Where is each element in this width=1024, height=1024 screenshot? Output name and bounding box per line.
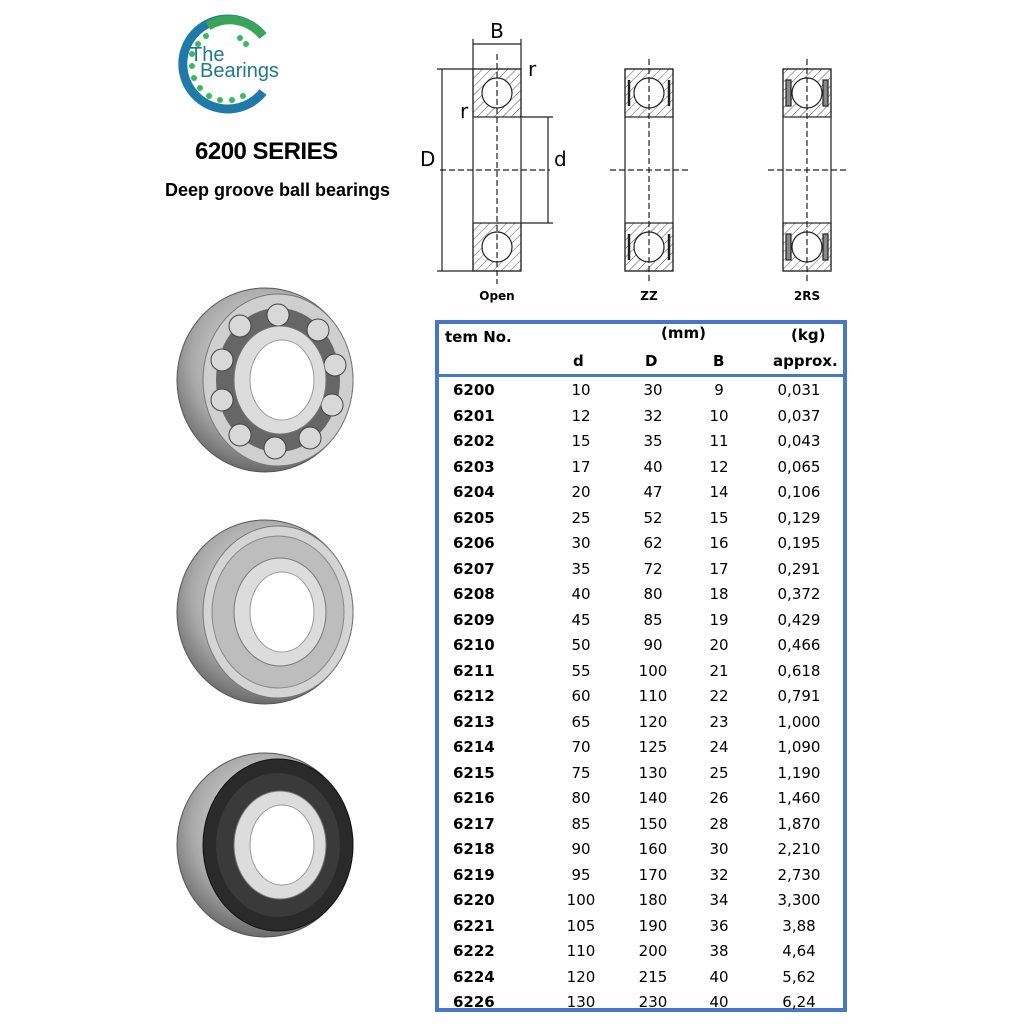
table-row [439, 687, 843, 713]
cell-D: 47 [643, 483, 663, 501]
table-row [439, 917, 843, 943]
table-row [439, 585, 843, 611]
cell-B: 28 [709, 814, 729, 833]
table-row [439, 968, 843, 994]
cell-item-no: 6213 [453, 712, 495, 731]
table-row [439, 942, 843, 968]
cell-d: 110 [566, 942, 596, 960]
table-row [439, 509, 843, 535]
cell-d: 60 [571, 687, 591, 705]
cell-d: 75 [571, 763, 591, 782]
header-B: B [713, 352, 725, 370]
table-row [439, 432, 843, 458]
cell-weight: 6,24 [782, 993, 816, 1011]
cell-d: 25 [571, 508, 591, 527]
table-row [439, 611, 843, 637]
bearing-spec-table [435, 320, 847, 1012]
cell-D: 30 [643, 381, 663, 399]
cell-item-no: 6206 [453, 534, 495, 552]
cell-item-no: 6218 [453, 840, 495, 858]
cell-B: 15 [709, 508, 729, 527]
cell-item-no: 6224 [453, 967, 495, 986]
cell-D: 130 [638, 763, 668, 782]
brand-name-line2: Bearings [200, 60, 279, 82]
dim-label-B: B [490, 19, 504, 43]
cell-B: 16 [709, 534, 729, 552]
cell-D: 72 [643, 559, 663, 578]
cell-B: 38 [709, 942, 729, 960]
cell-D: 52 [643, 508, 663, 527]
diagram-label-open: Open [479, 289, 515, 303]
cell-D: 100 [638, 661, 668, 680]
cell-d: 65 [571, 712, 591, 731]
cell-d: 55 [571, 661, 591, 680]
cell-D: 180 [638, 891, 668, 909]
cell-d: 130 [566, 993, 596, 1011]
cell-weight: 0,466 [777, 636, 821, 654]
header-mm-unit: (mm) [661, 324, 706, 342]
table-row [439, 738, 843, 764]
cell-D: 215 [638, 967, 668, 986]
table-row [439, 840, 843, 866]
cell-B: 11 [709, 432, 729, 450]
bearing-photo-open [170, 280, 360, 480]
cell-weight: 0,372 [777, 585, 821, 603]
cell-item-no: 6216 [453, 789, 495, 807]
table-row [439, 407, 843, 433]
cell-item-no: 6211 [453, 661, 495, 680]
cell-B: 23 [709, 712, 729, 731]
cell-item-no: 6209 [453, 610, 495, 629]
cell-B: 25 [709, 763, 729, 782]
cell-d: 45 [571, 610, 591, 629]
cell-D: 190 [638, 916, 668, 935]
header-kg-unit: (kg) [791, 326, 826, 344]
cell-weight: 0,106 [777, 483, 821, 501]
cell-d: 120 [566, 967, 596, 986]
table-row [439, 713, 843, 739]
cell-D: 90 [643, 636, 663, 654]
cell-d: 40 [571, 585, 591, 603]
cell-item-no: 6222 [453, 942, 495, 960]
cell-weight: 0,291 [777, 559, 821, 578]
cell-weight: 3,300 [777, 891, 821, 909]
cell-D: 140 [638, 789, 668, 807]
cell-weight: 0,043 [777, 432, 821, 450]
bearing-photo-2rs [170, 745, 360, 945]
cell-item-no: 6221 [453, 916, 495, 935]
table-row [439, 560, 843, 586]
bearing-cross-section-diagrams [410, 14, 860, 304]
cell-B: 9 [714, 381, 724, 399]
cell-D: 125 [638, 738, 668, 756]
cell-weight: 0,618 [777, 661, 821, 680]
table-row [439, 891, 843, 917]
cell-weight: 0,037 [777, 406, 821, 425]
header-D: D [645, 352, 658, 370]
cell-B: 34 [709, 891, 729, 909]
cell-item-no: 6210 [453, 636, 495, 654]
dim-label-D: D [420, 147, 436, 171]
cell-item-no: 6203 [453, 457, 495, 476]
cell-weight: 0,031 [777, 381, 821, 399]
cell-weight: 0,791 [777, 687, 821, 705]
cell-D: 40 [643, 457, 663, 476]
dim-label-d: d [554, 147, 567, 171]
cell-item-no: 6201 [453, 406, 495, 425]
cell-item-no: 6215 [453, 763, 495, 782]
cell-d: 15 [571, 432, 591, 450]
brand-name-line1: The [190, 44, 225, 66]
cell-B: 40 [709, 993, 729, 1011]
cell-D: 85 [643, 610, 663, 629]
table-row [439, 764, 843, 790]
cell-d: 30 [571, 534, 591, 552]
cell-d: 35 [571, 559, 591, 578]
table-header-divider [439, 374, 843, 377]
cell-B: 19 [709, 610, 729, 629]
cell-B: 18 [709, 585, 729, 603]
table-row [439, 381, 843, 407]
cell-item-no: 6214 [453, 738, 495, 756]
cell-item-no: 6220 [453, 891, 495, 909]
cell-d: 10 [571, 381, 591, 399]
cell-B: 22 [709, 687, 729, 705]
cell-D: 35 [643, 432, 663, 450]
cell-weight: 0,429 [777, 610, 821, 629]
cell-weight: 2,210 [777, 840, 821, 858]
table-row [439, 483, 843, 509]
cell-B: 20 [709, 636, 729, 654]
table-row [439, 993, 843, 1019]
cell-weight: 0,195 [777, 534, 821, 552]
cell-item-no: 6207 [453, 559, 495, 578]
cell-weight: 5,62 [782, 967, 816, 986]
cell-item-no: 6226 [453, 993, 495, 1011]
cell-D: 200 [638, 942, 668, 960]
table-row [439, 534, 843, 560]
cell-item-no: 6212 [453, 687, 495, 705]
cell-weight: 0,129 [777, 508, 821, 527]
cell-weight: 2,730 [777, 865, 821, 884]
cell-D: 120 [638, 712, 668, 731]
cell-weight: 1,000 [777, 712, 821, 731]
cell-D: 80 [643, 585, 663, 603]
cell-D: 62 [643, 534, 663, 552]
cell-item-no: 6208 [453, 585, 495, 603]
cell-item-no: 6200 [453, 381, 495, 399]
cell-B: 30 [709, 840, 729, 858]
page-subtitle: Deep groove ball bearings [165, 180, 391, 200]
cell-d: 105 [566, 916, 596, 935]
cell-B: 14 [709, 483, 729, 501]
page-title: 6200 SERIES [195, 138, 338, 165]
diagram-zz [610, 59, 688, 282]
cell-d: 100 [566, 891, 596, 909]
cell-B: 24 [709, 738, 729, 756]
cell-d: 95 [571, 865, 591, 884]
cell-D: 150 [638, 814, 668, 833]
dim-label-r-top: r [528, 57, 537, 81]
diagram-2rs [768, 59, 846, 282]
cell-weight: 1,190 [777, 763, 821, 782]
header-weight: approx. [773, 352, 838, 370]
cell-B: 36 [709, 916, 729, 935]
table-row [439, 815, 843, 841]
cell-weight: 1,090 [777, 738, 821, 756]
cell-item-no: 6202 [453, 432, 495, 450]
header-d: d [573, 352, 584, 370]
bearing-photo-zz [170, 512, 360, 712]
cell-B: 21 [709, 661, 729, 680]
cell-B: 40 [709, 967, 729, 986]
cell-d: 12 [571, 406, 591, 425]
cell-B: 32 [709, 865, 729, 884]
table-row [439, 789, 843, 815]
cell-weight: 3,88 [782, 916, 816, 935]
cell-weight: 1,460 [777, 789, 821, 807]
cell-d: 70 [571, 738, 591, 756]
cell-d: 80 [571, 789, 591, 807]
diagram-label-2rs: 2RS [793, 289, 821, 303]
table-row [439, 458, 843, 484]
table-row [439, 636, 843, 662]
cell-B: 26 [709, 789, 729, 807]
diagram-label-zz: ZZ [640, 289, 658, 303]
cell-D: 160 [638, 840, 668, 858]
cell-weight: 1,870 [777, 814, 821, 833]
cell-weight: 0,065 [777, 457, 821, 476]
dim-label-r-left: r [460, 99, 469, 123]
cell-item-no: 6205 [453, 508, 495, 527]
cell-d: 17 [571, 457, 591, 476]
cell-d: 85 [571, 814, 591, 833]
cell-weight: 4,64 [782, 942, 816, 960]
cell-B: 12 [709, 457, 729, 476]
table-row [439, 866, 843, 892]
table-row [439, 662, 843, 688]
cell-B: 17 [709, 559, 729, 578]
cell-D: 32 [643, 406, 663, 425]
cell-item-no: 6217 [453, 814, 495, 833]
cell-item-no: 6219 [453, 865, 495, 884]
cell-d: 20 [571, 483, 591, 501]
cell-D: 110 [638, 687, 668, 705]
cell-B: 10 [709, 406, 729, 425]
cell-D: 170 [638, 865, 668, 884]
header-item-no: tem No. [445, 328, 512, 346]
cell-d: 90 [571, 840, 591, 858]
cell-d: 50 [571, 636, 591, 654]
cell-D: 230 [638, 993, 668, 1011]
cell-item-no: 6204 [453, 483, 495, 501]
